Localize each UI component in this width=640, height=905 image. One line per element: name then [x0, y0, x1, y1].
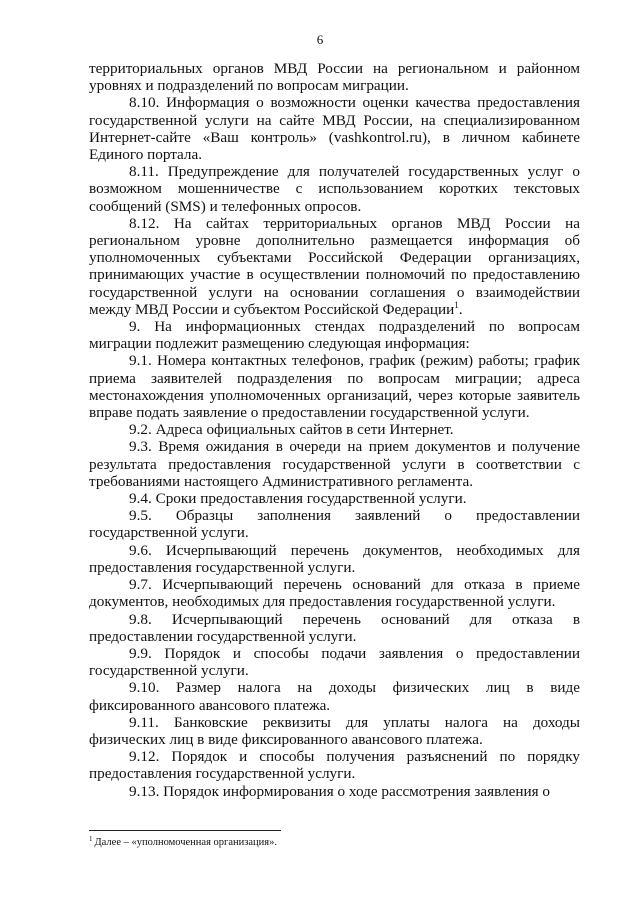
- paragraph: [89, 748, 580, 782]
- paragraph-text: 9.6. Исчерпывающий перечень документов, необходимых для предоставления государственной услуги.: [89, 541, 580, 576]
- paragraph-text: 9.1. Номера контактных телефонов, график (режим) работы; график приема заявителей подразделения по вопросам миграции; адреса местонахождения уполномоченных организаций, через которые заявитель вправе подать заявление о предоставлении государственной услуги.: [89, 352, 580, 422]
- paragraph: [89, 576, 580, 610]
- paragraph-text: 9.3. Время ожидания в очереди на прием документов и получение результата предоставления государственной услуги в соответствии с требованиями настоящего Административного регламента.: [89, 438, 580, 490]
- paragraph-text: 9.5. Образцы заполнения заявлений о предоставлении государственной услуги.: [89, 507, 580, 542]
- paragraph-text: 9.4. Сроки предоставления государственной услуги.: [129, 490, 467, 508]
- paragraph-text: 9.7. Исчерпывающий перечень оснований для отказа в приеме документов, необходимых для предоставления государственной услуги.: [89, 576, 580, 611]
- footnote-number: 1: [89, 834, 93, 843]
- paragraph-text: территориальных органов МВД России на региональном и районном уровнях и подразделений по вопросам миграции.: [89, 60, 580, 95]
- paragraph: [89, 679, 580, 713]
- paragraph-text: 9.12. Порядок и способы получения разъяснений по порядку предоставления государственной услуги.: [89, 748, 580, 783]
- paragraph-text: 8.11. Предупреждение для получателей государственных услуг о возможном мошенничестве с использованием коротких текстовых сообщений (SMS) и телефонных опросов.: [89, 163, 580, 215]
- paragraph-tail: .: [458, 300, 463, 318]
- paragraph: [89, 60, 580, 94]
- paragraph: [89, 490, 580, 507]
- paragraph-text: 9.11. Банковские реквизиты для уплаты налога на доходы физических лиц в виде фиксированного авансового платежа.: [89, 713, 580, 748]
- paragraph: [89, 714, 580, 748]
- paragraph-text: 8.10. Информация о возможности оценки качества предоставления государственной услуги на сайте МВД России, на специализированном Интернет-сайте «Ваш контроль» (vashkontrol.ru), в личном кабинете Единого портала.: [89, 94, 580, 164]
- paragraph: [89, 352, 580, 421]
- paragraph: [89, 438, 580, 490]
- paragraph-text: 9.2. Адреса официальных сайтов в сети Интернет.: [129, 421, 454, 439]
- paragraph: [89, 318, 580, 352]
- footnote-divider: [89, 830, 281, 831]
- body-text: [89, 60, 580, 800]
- page-number: 6: [316, 32, 324, 47]
- paragraph: [89, 611, 580, 645]
- paragraph: [89, 421, 580, 438]
- paragraph-text: 9.9. Порядок и способы подачи заявления о предоставлении государственной услуги.: [89, 644, 580, 680]
- paragraph: [89, 215, 580, 318]
- paragraph: [89, 163, 580, 215]
- paragraph: [89, 645, 580, 679]
- footnote-reference: 1: [454, 299, 459, 310]
- paragraph-text: 8.12. На сайтах территориальных органов МВД России на региональном уровне дополнительно размещается информация об уполномоченных субъектами Российской Федерации организациях, принимающих участие в осуществлении полномочий по предоставлению государственной услуги на основании соглашения о взаимодействии между МВД России и субъектом Российской Федерации: [89, 214, 580, 318]
- paragraph-text: 9. На информационных стендах подразделений по вопросам миграции подлежит размещению следующая информация:: [89, 318, 580, 353]
- paragraph-text: 9.13. Порядок информирования о ходе рассмотрения заявления о: [129, 782, 551, 800]
- footnote: [89, 836, 580, 849]
- paragraph: [89, 783, 580, 800]
- footnote-text: Далее – «уполномоченная организация».: [94, 837, 277, 848]
- paragraph: [89, 94, 580, 163]
- paragraph-text: 9.8. Исчерпывающий перечень оснований для отказа в предоставлении государственной услуги.: [89, 610, 580, 645]
- paragraph: [89, 507, 580, 541]
- paragraph-text: 9.10. Размер налога на доходы физических лиц в виде фиксированного авансового платежа.: [89, 679, 580, 714]
- paragraph: [89, 542, 580, 576]
